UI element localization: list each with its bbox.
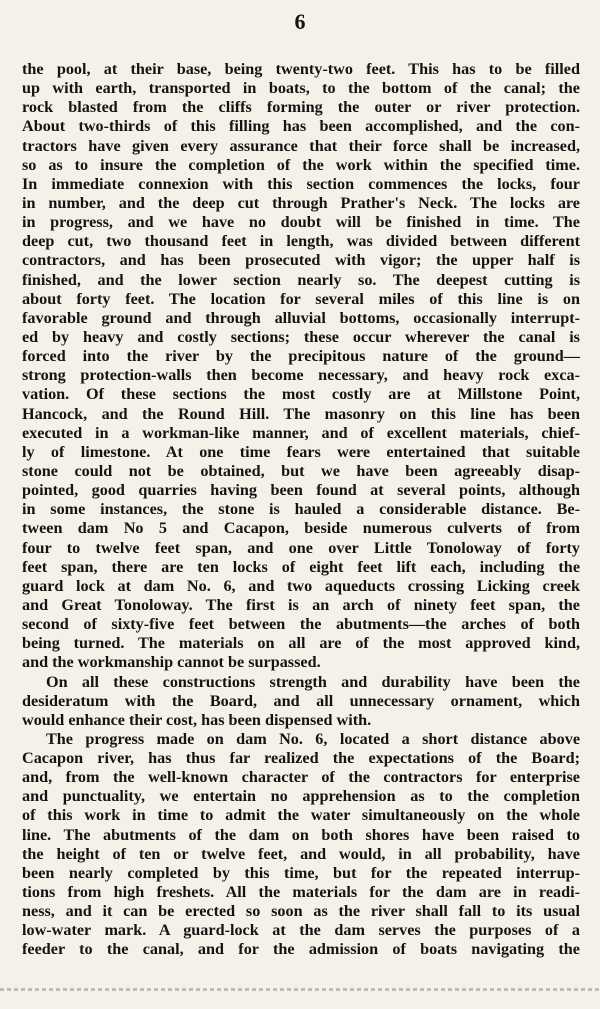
text-line: four to twelve feet span, and one over Little Tonoloway of forty: [22, 538, 580, 557]
text-line: low-water mark. A guard-lock at the dam serves the purposes of a: [22, 921, 580, 940]
text-line: so as to insure the completion of the work within the specified time.: [22, 155, 580, 174]
text-line: up with earth, transported in boats, to the bottom of the canal; the: [22, 79, 580, 98]
text-line: being turned. The materials on all are of the most approved kind,: [22, 634, 580, 653]
text-line: and punctuality, we entertain no apprehension as to the completion: [22, 787, 580, 806]
text-line: the pool, at their base, being twenty-two feet. This has to be filled: [22, 60, 580, 78]
text-line: feeder to the canal, and for the admission of boats navigating the: [22, 940, 580, 959]
text-line: finished, and the lower section nearly so. The deepest cutting is: [22, 270, 580, 289]
text-line: and the workmanship cannot be surpassed.: [22, 653, 321, 672]
text-line: in progress, and we have no doubt will be finished in time. The: [22, 213, 580, 232]
text-line: tween dam No 5 and Cacapon, beside numerous culverts of from: [22, 519, 580, 538]
text-line: of this work in time to admit the water simultaneously on the whole: [22, 806, 580, 825]
text-line: about forty feet. The location for several miles of this line is on: [22, 289, 580, 308]
text-line: and Great Tonoloway. The first is an arch of ninety feet span, the: [22, 595, 580, 614]
text-line: pointed, good quarries having been found at several points, although: [22, 481, 580, 500]
text-line: desideratum with the Board, and all unnecessary ornament, which: [22, 691, 580, 710]
text-line: Cacapon river, has thus far realized the expectations of the Board;: [22, 749, 580, 768]
text-line: In immediate connexion with this section commences the locks, four: [22, 174, 580, 193]
page-number: 6: [294, 9, 306, 34]
text-line: Hancock, and the Round Hill. The masonry on this line has been: [22, 404, 580, 423]
text-line: in some instances, the stone is hauled a considerable distance. Be-: [22, 500, 580, 519]
text-line: About two-thirds of this filling has been accomplished, and the con-: [22, 117, 580, 136]
text-line: feet span, there are ten locks of eight feet lift each, including the: [22, 557, 580, 576]
body-text: [22, 60, 580, 960]
text-line: executed in a workman-like manner, and of excellent materials, chief-: [22, 423, 580, 442]
text-line: On all these constructions strength and durability have been the: [46, 672, 580, 691]
text-line: ed by heavy and costly sections; these occur wherever the canal is: [22, 327, 580, 346]
scan-edge-divider: [0, 988, 600, 991]
text-line: ness, and it can be erected so soon as the river shall fall to its usual: [22, 902, 580, 921]
text-line: been nearly completed by this time, but for the repeated interrup-: [22, 863, 580, 882]
text-line: guard lock at dam No. 6, and two aqueducts crossing Licking creek: [22, 576, 580, 595]
text-line: tractors have given every assurance that their force shall be increased,: [22, 136, 580, 155]
text-line: stone could not be obtained, but we have been agreeably disap-: [22, 461, 580, 480]
text-line: strong protection-walls then become necessary, and heavy rock exca-: [22, 366, 580, 385]
text-line: second of sixty-five feet between the abutments—the arches of both: [22, 615, 580, 634]
text-line: ly of limestone. At one time fears were entertained that suitable: [22, 442, 580, 461]
text-line: would enhance their cost, has been dispensed with.: [22, 710, 372, 729]
text-line: the height of ten or twelve feet, and would, in all probability, have: [22, 844, 580, 863]
text-line: The progress made on dam No. 6, located a short distance above: [46, 729, 580, 748]
text-line: rock blasted from the cliffs forming the outer or river protection.: [22, 98, 580, 117]
text-line: in number, and the deep cut through Prather's Neck. The locks are: [22, 193, 580, 212]
text-line: line. The abutments of the dam on both shores have been raised to: [22, 825, 580, 844]
text-line: contractors, and has been prosecuted with vigor; the upper half is: [22, 251, 580, 270]
text-line: tions from high freshets. All the materials for the dam are in readi-: [22, 883, 580, 902]
text-line: deep cut, two thousand feet in length, was divided between different: [22, 232, 580, 251]
text-line: favorable ground and through alluvial bottoms, occasionally interrupt-: [22, 308, 580, 327]
text-line: forced into the river by the precipitous nature of the ground—: [22, 347, 580, 366]
text-line: and, from the well-known character of the contractors for enterprise: [22, 768, 580, 787]
text-line: vation. Of these sections the most costly are at Millstone Point,: [22, 385, 580, 404]
